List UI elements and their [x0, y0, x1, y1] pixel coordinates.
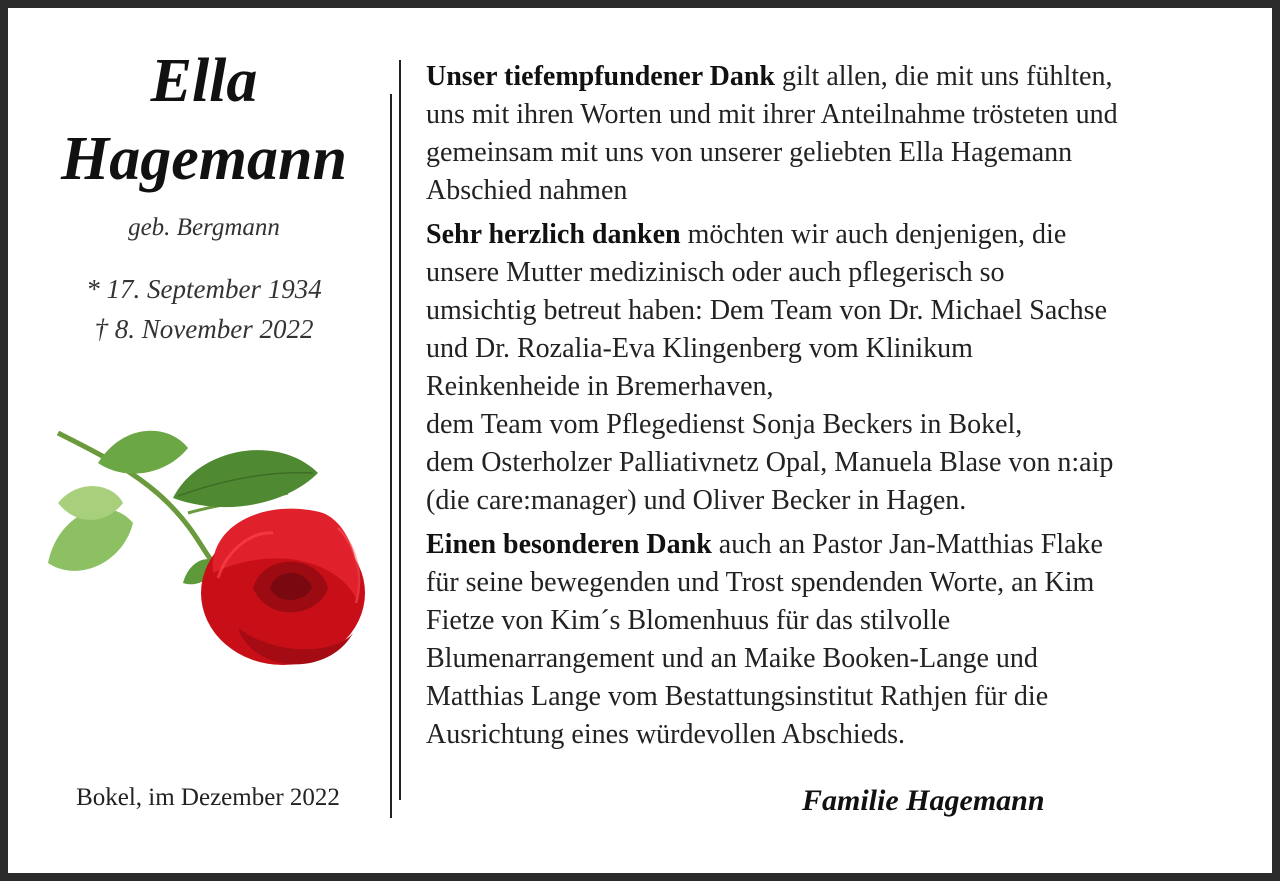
text-line: (die care:manager) und Oliver Becker in Hagen. — [426, 485, 967, 516]
place-and-date: Bokel, im Dezember 2022 — [76, 784, 340, 811]
text-line: Reinkenheide in Bremerhaven, — [426, 371, 774, 402]
obituary-card — [8, 8, 1272, 873]
text-line: unsere Mutter medizinisch oder auch pflegerisch so — [426, 257, 1005, 288]
text-line: für seine bewegenden und Trost spendenden Worte, an Kim — [426, 567, 1095, 598]
divider-line-inner — [390, 94, 392, 818]
paragraph-3-lead: Einen besonderen Dank — [426, 529, 712, 560]
text-line: umsichtig betreut haben: Dem Team von Dr. Michael Sachse — [426, 295, 1108, 326]
paragraph-1 — [426, 58, 1256, 210]
rose-image — [38, 403, 368, 683]
paragraph-2-lead: Sehr herzlich danken — [426, 219, 681, 250]
text-line: Fietze von Kim´s Blomenhuus für das stilvolle — [426, 605, 951, 636]
birth-date: * 17. September 1934 — [86, 274, 322, 304]
paragraph-1-lead: Unser tiefempfundener Dank — [426, 61, 775, 92]
family-signature: Familie Hagemann — [802, 784, 1045, 817]
text-line: gilt allen, die mit uns fühlten, — [774, 61, 1113, 92]
divider-line — [399, 60, 401, 800]
paragraph-2 — [426, 216, 1256, 520]
text-line: dem Osterholzer Palliativnetz Opal, Manuela Blase von n:aip — [426, 447, 1114, 478]
text-line: uns mit ihren Worten und mit ihrer Anteilnahme trösteten und — [426, 99, 1118, 130]
text-line: Matthias Lange vom Bestattungsinstitut Rathjen für die — [426, 681, 1049, 712]
last-name: Hagemann — [61, 125, 347, 193]
text-line: und Dr. Rozalia-Eva Klingenberg vom Klinikum — [426, 333, 973, 364]
thanks-text — [426, 58, 1256, 760]
first-name: Ella — [150, 47, 258, 115]
paragraph-3 — [426, 526, 1256, 754]
text-line: Blumenarrangement und an Maike Booken-Lange und — [426, 643, 1038, 674]
text-line: Abschied nahmen — [426, 175, 628, 206]
birth-name: geb. Bergmann — [128, 214, 280, 241]
text-line: gemeinsam mit uns von unserer geliebten Ella Hagemann — [426, 137, 1073, 168]
death-date: † 8. November 2022 — [94, 314, 314, 344]
text-line: möchten wir auch denjenigen, die — [680, 219, 1067, 250]
text-line: Ausrichtung eines würdevollen Abschieds. — [426, 719, 906, 750]
text-line: auch an Pastor Jan-Matthias Flake — [711, 529, 1103, 560]
text-line: dem Team vom Pflegedienst Sonja Beckers in Bokel, — [426, 409, 1023, 440]
left-column — [8, 8, 400, 873]
